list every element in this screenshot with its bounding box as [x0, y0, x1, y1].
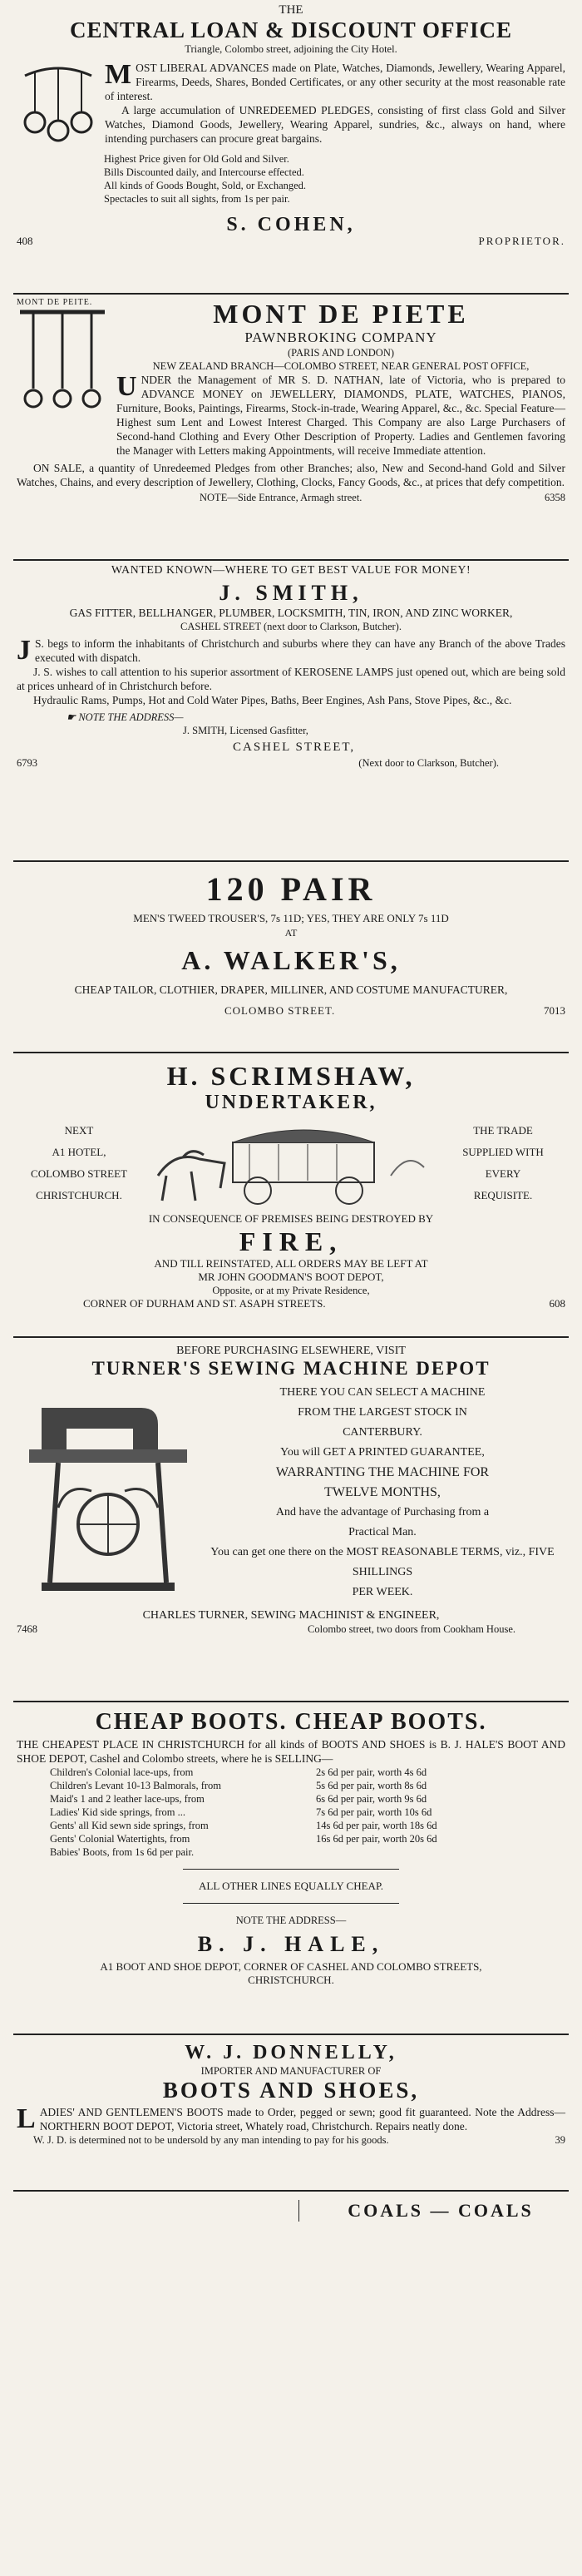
smith-note: NOTE THE ADDRESS—: [78, 711, 184, 723]
price-item: Babies' Boots, from 1s 6d per pair.: [50, 1846, 195, 1858]
ad-mont-de-piete: [0, 295, 582, 559]
walker-number: 7013: [544, 1004, 565, 1017]
loan-the: THE: [279, 3, 303, 17]
smith-para3: Hydraulic Rams, Pumps, Hot and Cold Water Pipes, Baths, Beer Engines, Ash Pans, Stove Pipes, &c., &c.: [33, 694, 512, 706]
piete-number: 6358: [545, 492, 565, 503]
price-row: [17, 1766, 565, 1779]
smith-addr1: J. SMITH, Licensed Gasfitter,: [183, 725, 308, 736]
ad-turner: [0, 1338, 582, 1701]
turner-l4: You will GET A PRINTED GUARANTEE,: [280, 1446, 485, 1459]
donnelly-title: W. J. DONNELLY,: [185, 2042, 397, 2063]
piete-note: NOTE—Side Entrance, Armagh street.: [200, 492, 363, 503]
scrimshaw-subtitle: UNDERTAKER,: [205, 1092, 377, 1113]
loan-para2: A large accumulation of UNREDEEMED PLEDGES, consisting of first class Gold and Silver Watches, Diamond Goods, Jewellery, Wearing Apparel, sundries, &c., always on hand, where intending purchasers can procure great bargains.: [105, 104, 565, 145]
price-value: 7s 6d per pair, worth 10s 6d: [316, 1806, 432, 1818]
hale-title: CHEAP BOOTS. CHEAP BOOTS.: [95, 1709, 487, 1735]
piete-para1: NDER the Management of MR S. D. NATHAN, late of Victoria, who is prepared to ADVANCE MONEY on JEWELLERY, DIAMONDS, PLATE, WATCHES, PIANOS, Furniture, Books, Paintings, Firearms, Stock-in-trade, Wearing Apparel, &c., &c. Special Feature—Highest sum Lent and Lowest Interest Charged. This Company are also Large Purchasers of Second-hand Clothing and Every Other Description of Property. Ladies and Gentlemen favoring the Manager with Letters making Appointments, will receive Immediate attention.: [116, 374, 565, 457]
loan-proprietor-label: PROPRIETOR.: [478, 235, 565, 247]
smith-addr2: CASHEL STREET,: [233, 741, 356, 754]
ad-central-loan: [0, 0, 582, 293]
scrimshaw-left4: CHRISTCHURCH.: [36, 1189, 122, 1201]
turner-title: TURNER'S SEWING MACHINE DEPOT: [91, 1358, 491, 1379]
scrimshaw-title: H. SCRIMSHAW,: [166, 1061, 416, 1091]
donnelly-sub: IMPORTER AND MANUFACTURER OF: [200, 2065, 382, 2077]
price-item: Children's Levant 10-13 Balmorals, from: [50, 1780, 222, 1791]
loan-proprietor-name: S. COHEN,: [226, 214, 356, 235]
turner-l8: Practical Man.: [348, 1526, 417, 1538]
price-row: [17, 1832, 565, 1845]
piete-title: MONT DE PIETE: [213, 299, 469, 329]
loan-title: CENTRAL LOAN & DISCOUNT OFFICE: [69, 17, 513, 42]
loan-line2: Bills Discounted daily, and Intercourse effected.: [104, 166, 304, 178]
pawn-balls-icon: [17, 307, 108, 415]
price-row: [17, 1819, 565, 1832]
smith-wanted: WANTED KNOWN—WHERE TO GET BEST VALUE FOR MONEY!: [111, 564, 471, 577]
loan-line4: Spectacles to suit all sights, from 1s per pair.: [104, 193, 290, 205]
price-value: 5s 6d per pair, worth 8s 6d: [316, 1780, 427, 1791]
turner-addr: Colombo street, two doors from Cookham House.: [308, 1623, 515, 1635]
smith-addr3: (Next door to Clarkson, Butcher).: [358, 757, 499, 769]
turner-l7: And have the advantage of Purchasing from a: [275, 1506, 490, 1518]
scrimshaw-left1: NEXT: [64, 1124, 94, 1137]
scrimshaw-till: AND TILL REINSTATED, ALL ORDERS MAY BE LEFT AT: [154, 1257, 428, 1270]
price-value: 16s 6d per pair, worth 20s 6d: [316, 1833, 437, 1845]
donnelly-number: 39: [555, 2134, 565, 2146]
ad-h-scrimshaw: [0, 1053, 582, 1336]
price-value: 14s 6d per pair, worth 18s 6d: [316, 1820, 437, 1831]
scrimshaw-left2: A1 HOTEL,: [52, 1146, 106, 1158]
turner-l6: TWELVE MONTHS,: [324, 1485, 441, 1499]
turner-l9: You can get one there on the MOST REASONABLE TERMS, viz., FIVE SHILLINGS: [210, 1546, 555, 1578]
hearse-icon: [141, 1117, 441, 1209]
piete-sub2: (PARIS AND LONDON): [287, 347, 395, 359]
ad-j-smith: [0, 561, 582, 860]
donnelly-para2: W. J. D. is determined not to be undersold by any man intending to pay for his goods.: [33, 2134, 389, 2146]
pointing-hand-icon: ☛: [67, 711, 79, 723]
loan-line3: All kinds of Goods Bought, Sold, or Exchanged.: [104, 180, 307, 191]
walker-at: AT: [284, 927, 298, 939]
walker-name: A. WALKER'S,: [181, 945, 401, 975]
walker-title: 120 PAIR: [205, 870, 377, 908]
hale-addr1: A1 BOOT AND SHOE DEPOT, CORNER OF CASHEL AND COLOMBO STREETS,: [100, 1960, 482, 1973]
loan-dropcap: M: [105, 59, 132, 90]
turner-l5: WARRANTING THE MACHINE FOR: [275, 1465, 490, 1479]
scrimshaw-right1: THE TRADE: [473, 1124, 533, 1137]
divider: [183, 1903, 399, 1904]
price-row: [17, 1792, 565, 1806]
scrimshaw-fire: FIRE,: [239, 1226, 343, 1256]
hale-note: NOTE THE ADDRESS—: [235, 1915, 347, 1926]
price-list: [17, 1766, 565, 1859]
ad-a-walker: [0, 862, 582, 1052]
price-item: Maid's 1 and 2 leather lace-ups, from: [50, 1793, 205, 1805]
piete-dropcap: U: [116, 371, 137, 402]
loan-line1: Highest Price given for Old Gold and Silver.: [104, 153, 289, 165]
hale-name: B. J. HALE,: [197, 1932, 385, 1956]
price-item: Children's Colonial lace-ups, from: [50, 1766, 194, 1778]
scrimshaw-consequence: IN CONSEQUENCE OF PREMISES BEING DESTROYED BY: [148, 1212, 434, 1225]
price-row: [17, 1806, 565, 1819]
scrimshaw-right4: REQUISITE.: [473, 1189, 533, 1201]
walker-line1: MEN'S TWEED TROUSER'S, 7s 11D; YES, THEY ARE ONLY 7s 11D: [133, 912, 449, 924]
walker-desc: CHEAP TAILOR, CLOTHIER, DRAPER, MILLINER, AND COSTUME MANUFACTURER,: [74, 983, 508, 996]
divider: [183, 1869, 399, 1870]
hale-addr2: CHRISTCHURCH.: [248, 1974, 334, 1986]
price-row: [17, 1779, 565, 1792]
scrimshaw-depot: MR JOHN GOODMAN'S BOOT DEPOT,: [198, 1271, 384, 1283]
scrimshaw-opposite: Opposite, or at my Private Residence,: [212, 1285, 370, 1296]
turner-l1: THERE YOU CAN SELECT A MACHINE: [279, 1386, 486, 1399]
smith-title: J. SMITH,: [219, 581, 363, 605]
donnelly-para: ADIES' AND GENTLEMEN'S BOOTS made to Order, pegged or sewn; good fit guaranteed. Note the Address—NORTHERN BOOT DEPOT, Victoria street, Whately road, Christchurch. Repairs neatly done.: [39, 2106, 565, 2133]
donnelly-big: BOOTS AND SHOES,: [162, 2078, 420, 2103]
loan-number: 408: [17, 235, 33, 247]
scrimshaw-right3: EVERY: [485, 1167, 521, 1180]
piete-sub1: PAWNBROKING COMPANY: [244, 329, 437, 345]
turner-before: BEFORE PURCHASING ELSEWHERE, VISIT: [176, 1345, 406, 1357]
ad-w-j-donnelly: [0, 2035, 582, 2190]
pawn-balls-icon: [17, 61, 100, 152]
price-value: 2s 6d per pair, worth 4s 6d: [316, 1766, 427, 1778]
hale-all-lines: ALL OTHER LINES EQUALLY CHEAP.: [199, 1880, 383, 1892]
price-value: 6s 6d per pair, worth 9s 6d: [316, 1793, 427, 1805]
scrimshaw-corner: CORNER OF DURHAM AND ST. ASAPH STREETS.: [83, 1297, 326, 1310]
turner-l3: CANTERBURY.: [343, 1426, 422, 1439]
scrimshaw-left3: COLOMBO STREET: [31, 1167, 127, 1180]
loan-address: Triangle, Colombo street, adjoining the City Hotel.: [185, 43, 397, 55]
bottom-right: COALS — COALS: [298, 2200, 565, 2222]
smith-para1: S. begs to inform the inhabitants of Christchurch and suburbs where they can have any Branch of the above Trades executed with dispatch.: [35, 637, 565, 664]
scrimshaw-right2: SUPPLIED WITH: [462, 1146, 544, 1158]
ad-bottom-cutoff: [0, 2192, 582, 2225]
sewing-machine-icon: [17, 1383, 200, 1608]
turner-name: CHARLES TURNER, SEWING MACHINIST & ENGINEER,: [142, 1609, 440, 1622]
piete-para2: ON SALE, a quantity of Unredeemed Pledges from other Branches; also, New and Second-hand Gold and Silver Watches, Chains, and every description of Jewellery, Clothing, Clocks, Fancy Goods, &c., at prices that defy competition.: [17, 462, 565, 488]
loan-para1: OST LIBERAL ADVANCES made on Plate, Watches, Diamonds, Jewellery, Wearing Apparel, Firearms, Deeds, Shares, Bonded Certificates, or any other security at the most reasonable rate of interest.: [105, 62, 565, 102]
piete-sub3: NEW ZEALAND BRANCH—COLOMBO STREET, NEAR GENERAL POST OFFICE,: [152, 360, 530, 372]
price-row: [17, 1845, 565, 1859]
smith-location: CASHEL STREET (next door to Clarkson, Butcher).: [180, 621, 402, 632]
piete-sign: MONT DE PEITE.: [17, 298, 93, 307]
price-value: [316, 1845, 540, 1859]
price-item: Gents' all Kid sewn side springs, from: [50, 1820, 209, 1831]
smith-number: 6793: [17, 757, 37, 769]
ad-b-j-hale: [0, 1702, 582, 2034]
hale-intro: THE CHEAPEST PLACE IN CHRISTCHURCH for all kinds of BOOTS AND SHOES is B. J. HALE'S BOOT AND SHOE DEPOT, Cashel and Colombo streets, where he is SELLING—: [17, 1738, 565, 1765]
scrimshaw-number: 608: [549, 1297, 565, 1310]
bottom-left: [17, 2200, 291, 2222]
walker-street: COLOMBO STREET.: [224, 1004, 336, 1017]
donnelly-dropcap: L: [17, 2103, 36, 2134]
smith-trades: GAS FITTER, BELLHANGER, PLUMBER, LOCKSMITH, TIN, IRON, AND ZINC WORKER,: [69, 607, 513, 619]
turner-l2: FROM THE LARGEST STOCK IN: [298, 1406, 467, 1419]
smith-dropcap: J: [17, 635, 31, 666]
price-item: Ladies' Kid side springs, from ...: [50, 1806, 185, 1818]
turner-l10: PER WEEK.: [352, 1586, 413, 1598]
turner-number: 7468: [17, 1623, 37, 1635]
price-item: Gents' Colonial Watertights, from: [50, 1833, 190, 1845]
smith-para2: J. S. wishes to call attention to his superior assortment of KEROSENE LAMPS just opened out, which are being sold at prices unheard of in Christchurch before.: [17, 666, 565, 692]
